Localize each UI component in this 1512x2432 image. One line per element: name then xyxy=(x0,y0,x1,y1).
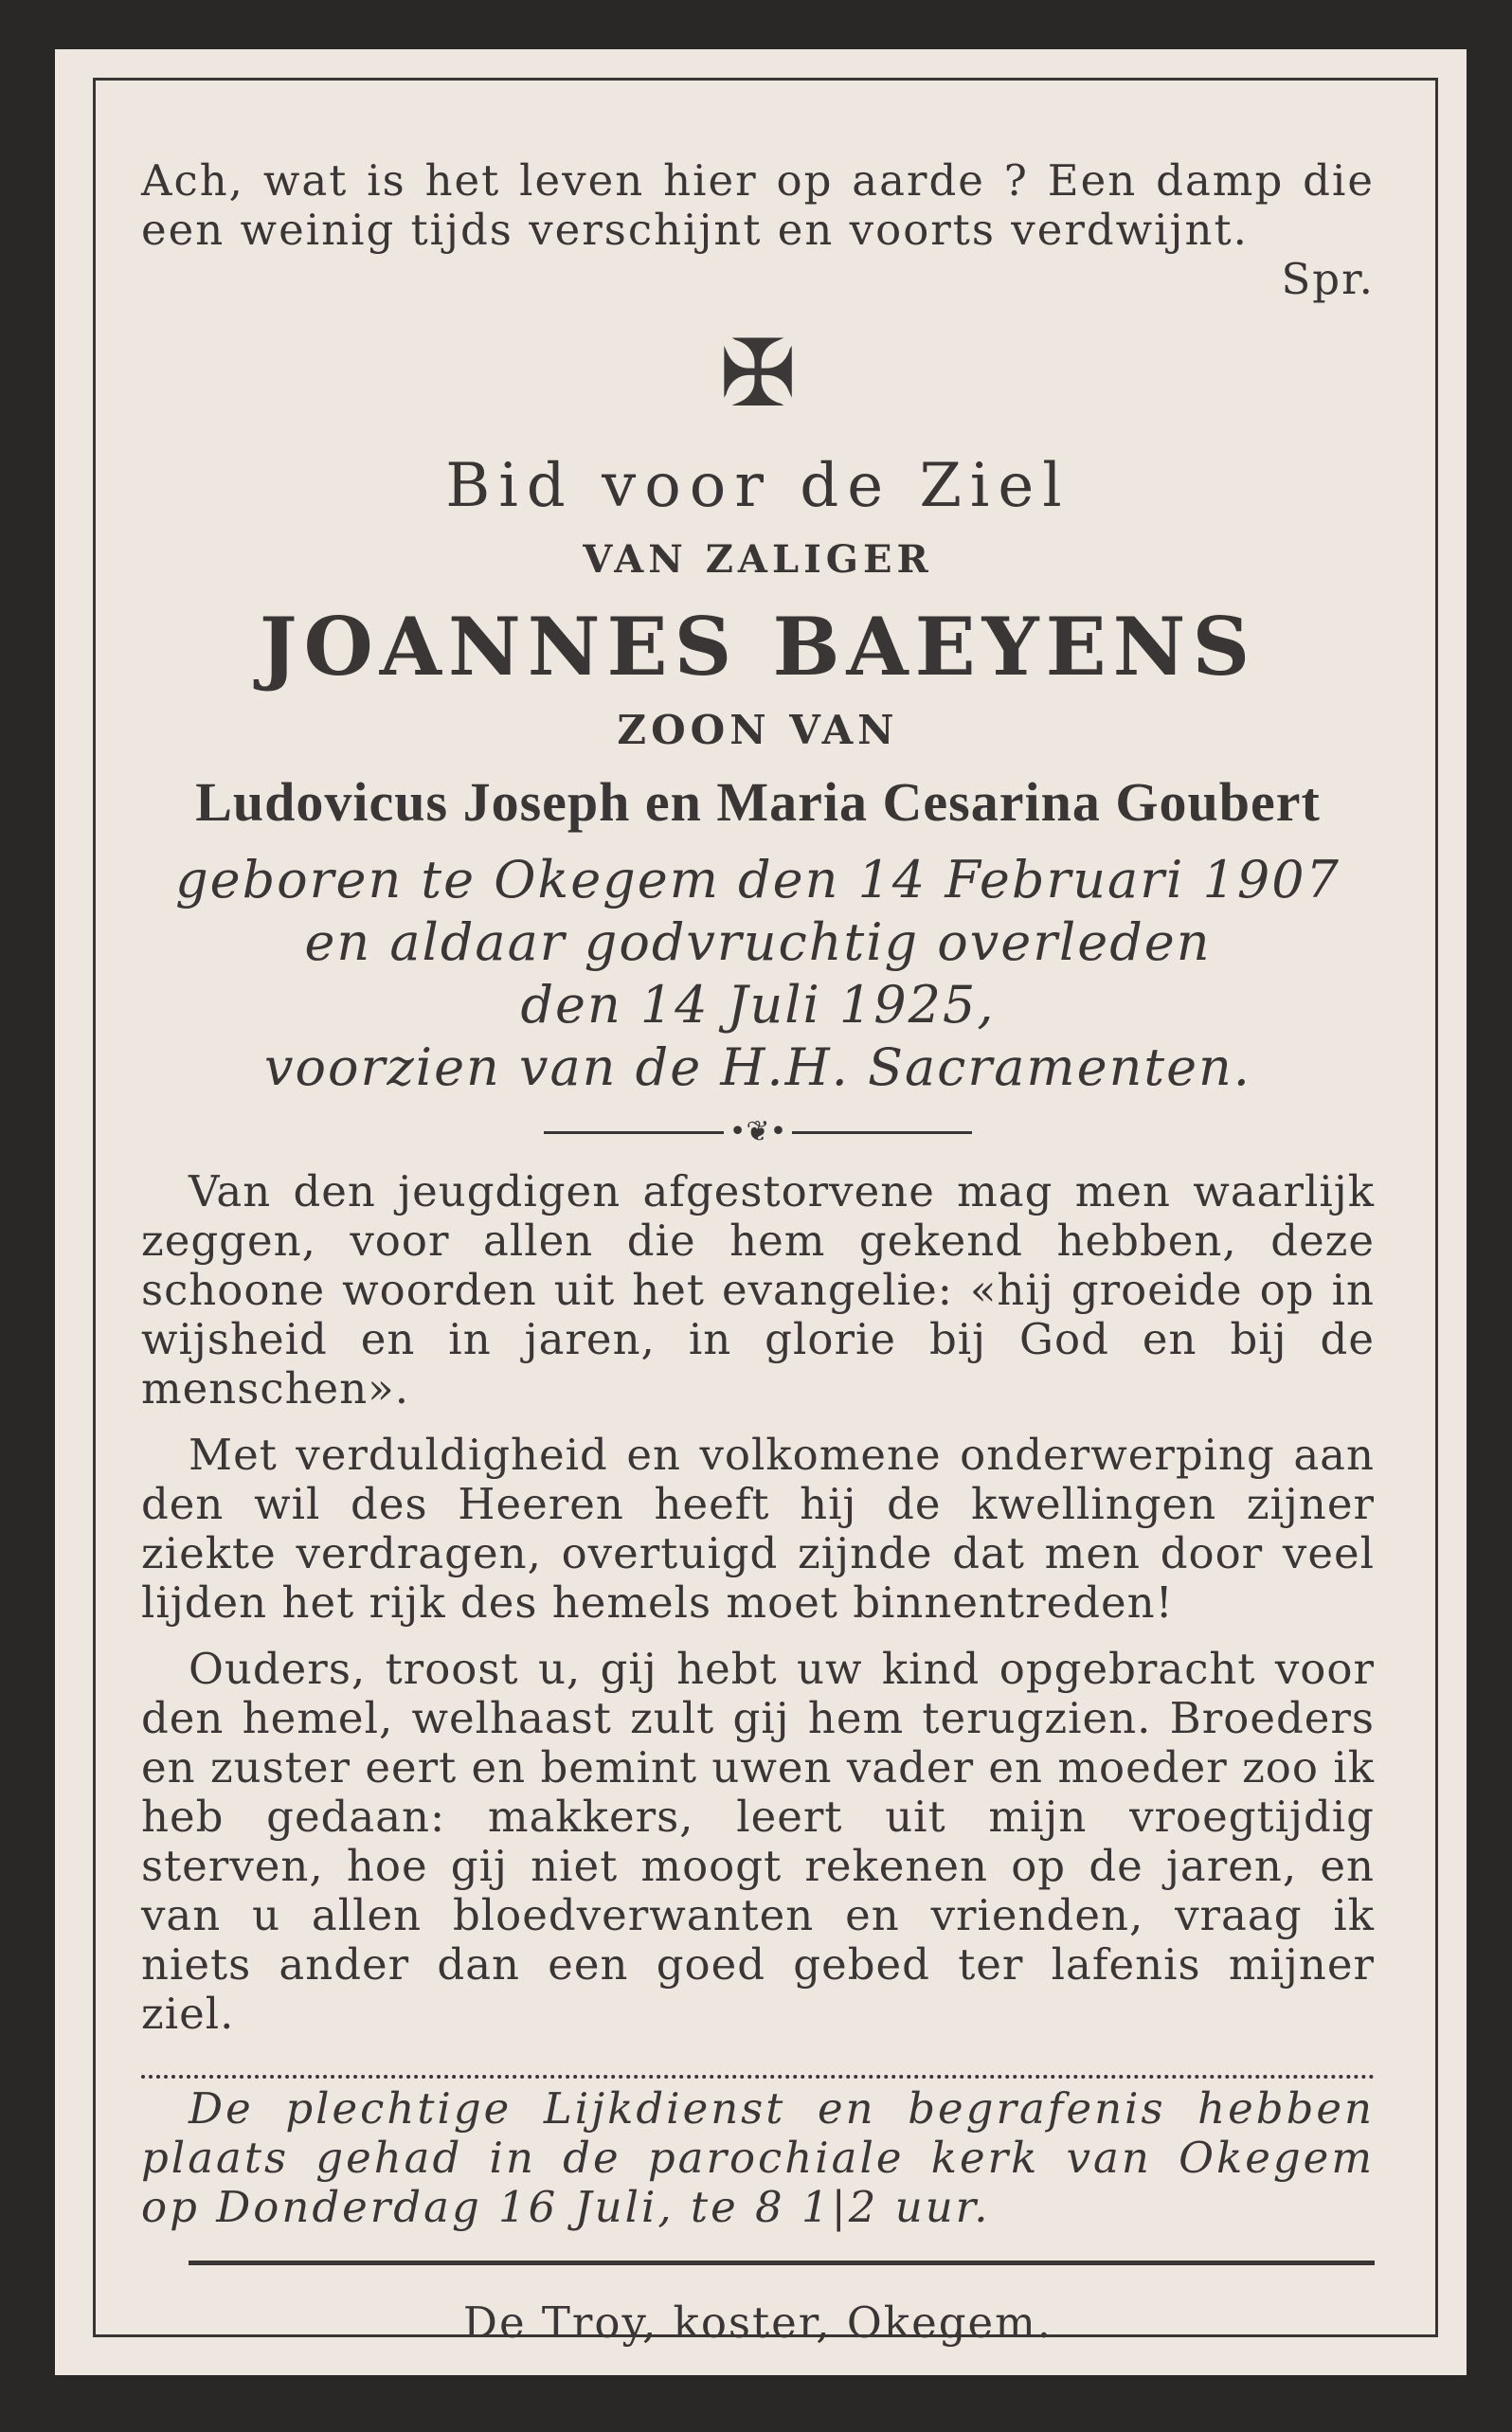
card-border xyxy=(93,78,1438,2348)
ornament-line-left xyxy=(544,1131,724,1134)
death-date-line: den 14 Juli 1925, xyxy=(520,975,996,1035)
birth-line: geboren te Okegem den 14 Februari 1907 xyxy=(175,850,1341,910)
printer-footer: De Troy, koster, Okegem. xyxy=(462,2297,1053,2348)
paragraph-2: Met verduldigheid en volkomene onderwerping aan den wil des Heeren heeft hij de kwellingen zijner ziekte verdragen, overtuigd zijnde dat men door veel lijden het rijk des hemels moet binnentreden! xyxy=(141,1430,1375,1628)
dotted-divider xyxy=(141,2075,1375,2079)
epigraph-text: Ach, wat is het leven hier op aarde ? Een damp die een weinig tijds verschijnt en voorts verdwijnt. xyxy=(141,155,1375,255)
van-zaliger-label: VAN ZALIGER xyxy=(583,537,933,582)
deceased-name: JOANNES BAEYENS xyxy=(259,600,1257,694)
solid-divider xyxy=(189,2261,1375,2265)
heading-bid-voor-de-ziel: Bid voor de Ziel xyxy=(445,451,1071,521)
ornament-icon: •❦• xyxy=(729,1115,787,1148)
epigraph-attribution: Spr. xyxy=(1281,254,1375,304)
ornament-line-right xyxy=(792,1131,972,1134)
zoon-van-label: ZOON VAN xyxy=(617,707,899,753)
paragraph-1: Van den jeugdigen afgestorvene mag men waarlijk zeggen, voor allen die hem gekend hebben, deze schoone woorden uit het evangelie: «hij groeide op in wijsheid en in jaren, in glorie bij God en bij de menschen». xyxy=(141,1166,1375,1414)
card-content xyxy=(96,81,1435,2348)
parents-names: Ludovicus Joseph en Maria Cesarina Goubert xyxy=(195,771,1321,833)
funeral-service-text: De plechtige Lijkdienst en begrafenis hebben plaats gehad in de parochiale kerk van Okegem op Donderdag 16 Juli, te 8 1|2 uur. xyxy=(141,2083,1375,2232)
sacraments-line: voorzien van de H.H. Sacramenten. xyxy=(264,1037,1251,1097)
death-line: en aldaar godvruchtig overleden xyxy=(304,912,1212,972)
birth-death-details xyxy=(141,849,1375,1099)
paragraph-3: Ouders, troost u, gij hebt uw kind opgebracht voor den hemel, welhaast zult gij hem terugzien. Broeders en zuster eert en bemint uwen vader en moeder zoo ik heb gedaan: makkers, leert uit mijn vroegtijdig sterven, hoe gij niet moogt rekenen op de jaren, en van u allen bloedverwanten en vrienden, vraag ik niets ander dan een goed gebed ter lafenis mijner ziel. xyxy=(141,1644,1375,2039)
memorial-card xyxy=(55,49,1467,2375)
cross-icon: ✠ xyxy=(718,320,798,428)
epigraph xyxy=(141,156,1375,304)
ornament-divider xyxy=(141,1115,1375,1148)
